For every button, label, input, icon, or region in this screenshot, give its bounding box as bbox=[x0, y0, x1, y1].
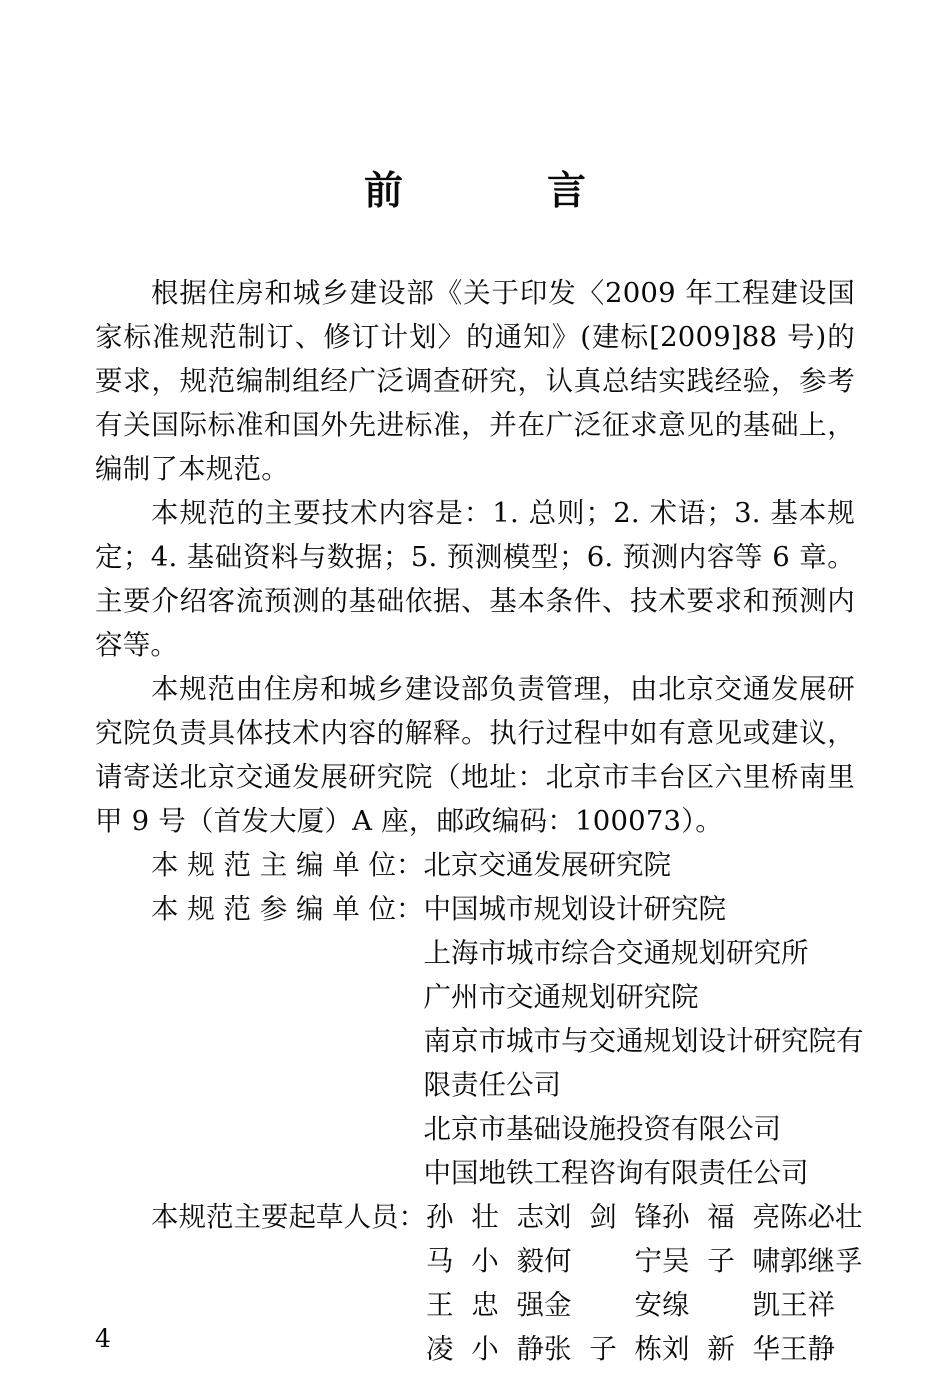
participating-editor-value: 中国地铁工程咨询有限责任公司 bbox=[423, 1156, 809, 1189]
drafters-row bbox=[95, 1195, 863, 1371]
drafter-name: 孙福亮 bbox=[662, 1200, 780, 1233]
drafter-name: 王祥 bbox=[780, 1288, 835, 1321]
participating-editor-value: 北京市基础设施投资有限公司 bbox=[423, 1112, 781, 1145]
participating-editors-label: 本 规 范 参 编 单 位： bbox=[151, 892, 424, 925]
drafter-name: 金安 bbox=[544, 1288, 662, 1321]
drafter-line bbox=[426, 1283, 863, 1327]
document-body bbox=[95, 271, 864, 1371]
drafter-name: 张子栋 bbox=[544, 1332, 662, 1365]
participating-editors-row bbox=[95, 887, 864, 1195]
drafter-name: 刘新华 bbox=[662, 1332, 780, 1365]
paragraph-2: 本规范的主要技术内容是：1. 总则；2. 术语；3. 基本规定；4. 基础资料与数据；5. 预测模型；6. 预测内容等 6 章。主要介绍客流预测的基础依据、基本条件、技术要求和预测内容等。 bbox=[95, 496, 855, 661]
paragraph-1: 根据住房和城乡建设部《关于印发〈2009 年工程建设国家标准规范制订、修订计划〉的通知》(建标[2009]88 号)的要求，规范编制组经广泛调查研究，认真总结实践经验，参考有关国际标准和国外先进标准，并在广泛征求意见的基础上，编制了本规范。 bbox=[95, 276, 855, 485]
chief-editor-values bbox=[423, 843, 671, 887]
participating-editor-value: 广州市交通规划研究院 bbox=[423, 980, 699, 1013]
drafter-line bbox=[426, 1327, 863, 1371]
drafter-name: 王静 bbox=[780, 1332, 835, 1365]
participating-editor-value: 中国城市规划设计研究院 bbox=[423, 892, 726, 925]
participating-editors-values bbox=[423, 887, 863, 1195]
chief-editor-row bbox=[95, 843, 855, 887]
chief-editor-value: 北京交通发展研究院 bbox=[423, 848, 671, 881]
participating-editor-value: 南京市城市与交通规划设计研究院有 bbox=[423, 1024, 864, 1057]
drafter-name: 陈必壮 bbox=[780, 1200, 863, 1233]
drafter-name: 缐凯 bbox=[662, 1288, 780, 1321]
drafter-name: 何宁 bbox=[544, 1244, 662, 1277]
drafter-name: 刘剑锋 bbox=[544, 1200, 662, 1233]
drafter-name: 孙壮志 bbox=[426, 1200, 544, 1233]
drafter-line bbox=[426, 1195, 863, 1239]
drafter-name: 马小毅 bbox=[426, 1244, 544, 1277]
page-title: 前 言 bbox=[363, 168, 608, 214]
page-number: 4 bbox=[95, 1324, 111, 1353]
drafters-label: 本规范主要起草人员： bbox=[151, 1200, 426, 1233]
participating-editor-value: 上海市城市综合交通规划研究所 bbox=[423, 936, 809, 969]
drafter-name: 郭继孚 bbox=[780, 1244, 863, 1277]
drafter-name: 凌小静 bbox=[426, 1332, 544, 1365]
drafter-name: 吴子啸 bbox=[662, 1244, 780, 1277]
chief-editor-label: 本 规 范 主 编 单 位： bbox=[151, 848, 424, 881]
drafter-line bbox=[426, 1239, 863, 1283]
participating-editor-value: 限责任公司 bbox=[423, 1068, 561, 1101]
paragraph-3: 本规范由住房和城乡建设部负责管理，由北京交通发展研究院负责具体技术内容的解释。执行过程中如有意见或建议，请寄送北京交通发展研究院（地址：北京市丰台区六里桥南里甲 9 号（首发大厦）A 座，邮政编码：100073）。 bbox=[95, 672, 855, 837]
drafters-list bbox=[426, 1195, 863, 1371]
drafter-name: 王忠强 bbox=[426, 1288, 544, 1321]
